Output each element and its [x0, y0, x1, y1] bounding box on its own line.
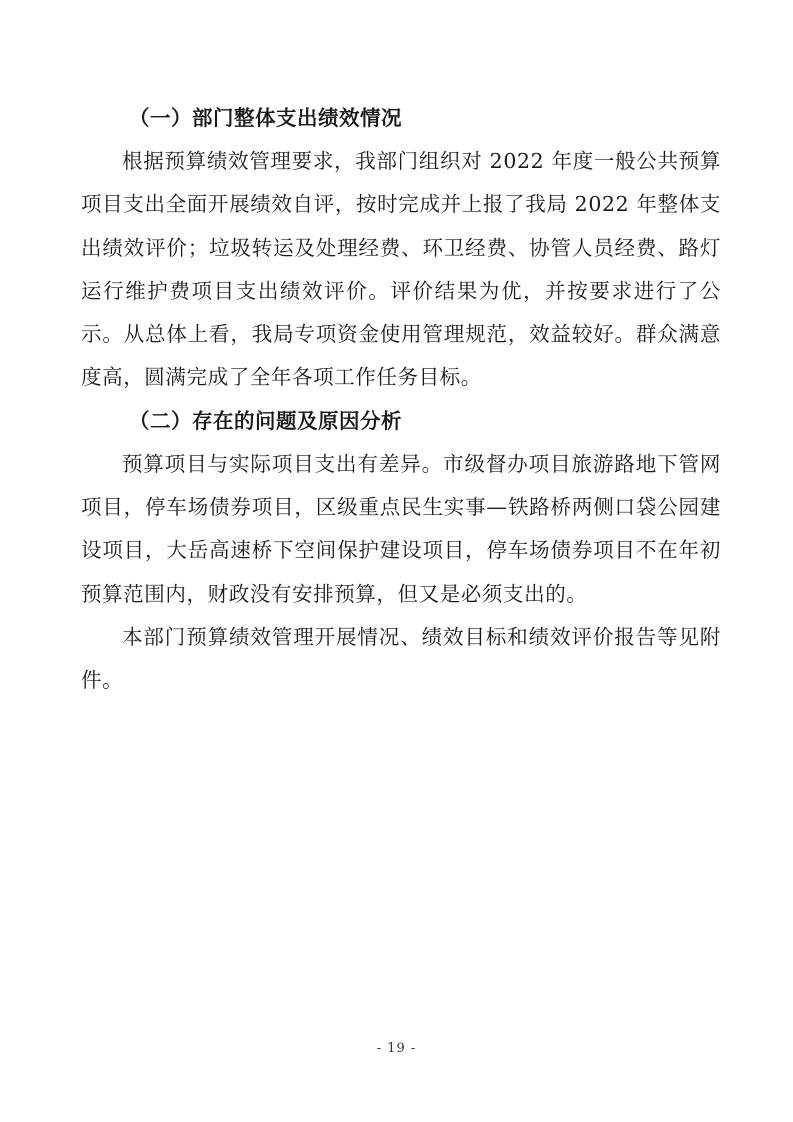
problems-analysis-paragraph: 预算项目与实际项目支出有差异。市级督办项目旅游路地下管网项目，停车场债券项目，区级重点民生实事—铁路桥两侧口袋公园建设项目，大岳高速桥下空间保护建设项目，停车场债券项目不在年初预算范围内，财政没有安排预算，但又是必须支出的。	[81, 451, 721, 606]
overall-performance-paragraph: 根据预算绩效管理要求，我部门组织对 2022 年度一般公共预算项目支出全面开展绩效自评，按时完成并上报了我局 2022 年整体支出绩效评价；垃圾转运及处理经费、环卫经费、协管人员经费、路灯运行维护费项目支出绩效评价。评价结果为优，并按要求进行了公示。从总体上看，我局专项资金使用管理规范，效益较好。群众满意度高，圆满完成了全年各项工作任务目标。	[81, 149, 721, 390]
section-heading-problems-analysis: （二）存在的问题及原因分析	[129, 408, 402, 433]
section-heading-overall-performance: （一）部门整体支出绩效情况	[129, 106, 402, 130]
document-body	[81, 97, 721, 703]
page-number: - 19 -	[376, 1041, 417, 1056]
closing-paragraph: 本部门预算绩效管理开展情况、绩效目标和绩效评价报告等见附件。	[81, 624, 721, 693]
